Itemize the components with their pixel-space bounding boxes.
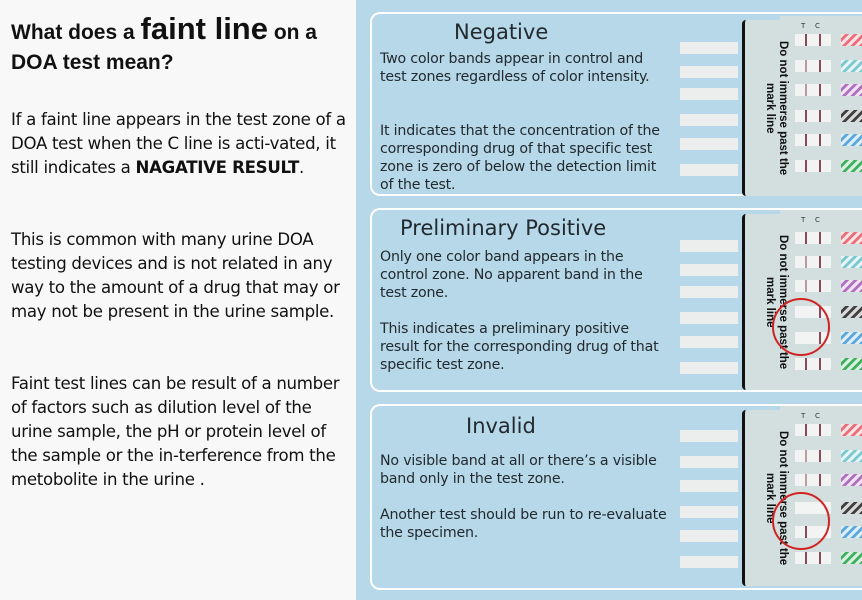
page-title	[11, 11, 356, 78]
drug-swatch	[841, 160, 862, 172]
test-device-positive	[680, 210, 862, 394]
strip	[680, 114, 738, 126]
negative-result-emphasis: NAGATIVE RESULT	[135, 158, 300, 177]
paragraph-3: Faint test lines can be result of a number of factors such as dilution level of the urine sample, the pH or protein level of the sample or the in-terference from the metobolite in the urine .	[11, 374, 340, 489]
result-window	[795, 60, 831, 72]
highlight-circle	[772, 492, 830, 550]
result-window	[795, 134, 831, 146]
card-description: No visible band at all or there’s a visible band only in the test zone.	[380, 453, 657, 487]
left-text-panel	[0, 0, 356, 600]
paragraph-1: If a faint line appears in the test zone of a DOA test when the C line is acti-vated, it still indicates a NAGATIVE RESULT.	[11, 110, 346, 177]
result-window	[795, 110, 831, 122]
card-title: Preliminary Positive	[400, 216, 607, 240]
drug-swatch	[841, 34, 862, 46]
strip	[680, 42, 738, 54]
card-description: Two color bands appear in control and test zones regardless of color intensity.	[380, 51, 650, 85]
card-negative	[370, 12, 862, 196]
card-title: Negative	[454, 20, 549, 44]
device-body: Do not immerse past the mark line T C	[742, 214, 862, 390]
test-device-negative	[680, 16, 862, 200]
device-body: Do not immerse past the mark line T C	[742, 410, 862, 586]
strip	[680, 164, 738, 176]
strip	[680, 66, 738, 78]
highlight-circle	[772, 298, 830, 356]
strip	[680, 88, 738, 100]
card-description: Only one color band appears in the control zone. No apparent band in the test zone.	[380, 249, 643, 301]
result-window	[795, 34, 831, 46]
immerse-warning: Do not immerse past the mark line	[764, 40, 789, 176]
drug-swatch	[841, 110, 862, 122]
title-text-end: on a DOA test mean?	[11, 21, 317, 74]
card-title: Invalid	[466, 414, 536, 438]
drug-swatch	[841, 134, 862, 146]
device-body: Do not immerse past the mark line T C	[742, 20, 862, 196]
card-meaning: Another test should be run to re-evaluate the specimen.	[380, 507, 667, 541]
card-preliminary-positive	[370, 208, 862, 392]
card-invalid	[370, 404, 862, 590]
title-emphasis: faint line	[140, 11, 268, 46]
drug-swatch	[841, 84, 862, 96]
result-window	[795, 84, 831, 96]
results-panel	[356, 0, 862, 600]
card-meaning: It indicates that the concentration of the corresponding drug of that specific test zone is zero of below the detection limit of the test.	[380, 123, 660, 193]
drug-swatch	[841, 60, 862, 72]
paragraph-2: This is common with many urine DOA testing devices and is not related in any way to the amount of a drug that may or may not be present in the urine sample.	[11, 230, 340, 321]
result-window	[795, 160, 831, 172]
strip	[680, 138, 738, 150]
title-text: What does a	[11, 21, 141, 44]
test-device-invalid	[680, 406, 862, 590]
card-meaning: This indicates a preliminary positive result for the corresponding drug of that specific test zone.	[380, 321, 659, 373]
